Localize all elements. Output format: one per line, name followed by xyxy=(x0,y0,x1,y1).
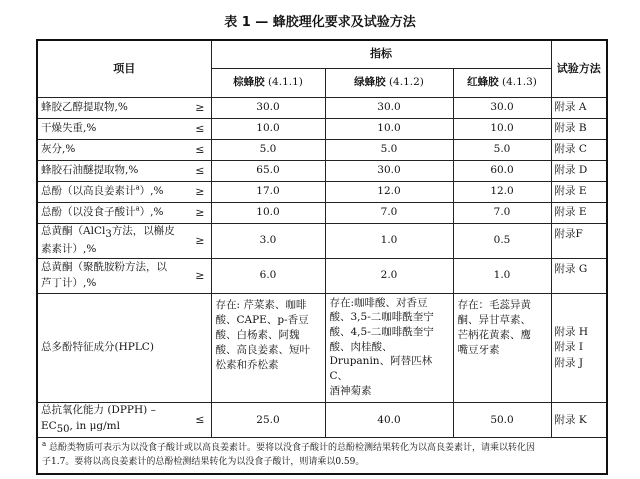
header-row xyxy=(37,40,607,68)
row-item-line1 xyxy=(41,224,191,243)
method-header: 试验方法 xyxy=(551,40,607,97)
table-row xyxy=(37,160,607,181)
red-header-ref: (4.1.3) xyxy=(501,75,537,88)
row-item xyxy=(37,202,211,223)
brown-value: 3.0 xyxy=(211,223,325,258)
row-item-text: 总黄酮（AlCl xyxy=(41,224,106,237)
hplc-green-line: 存在:咖啡酸、对香豆 xyxy=(329,296,428,309)
comparison-symbol: ≥ xyxy=(195,233,205,247)
hplc-green-line: Drupanin、阿替匹林C、 xyxy=(329,355,433,382)
hplc-green-line: 酒神菊素 xyxy=(329,384,372,397)
hplc-green-line: 酸、3,5-二咖啡酰奎宁 xyxy=(329,311,434,324)
row-item-line1: 总黄酮（聚酰胺粉方法，以 xyxy=(41,261,167,274)
red-value: 7.0 xyxy=(453,202,551,223)
red-value: 30.0 xyxy=(453,97,551,118)
footnote-line2: 子1.7。要将以高良姜素计的总酚检测结果转化为以没食子酸计，则请乘以0.59。 xyxy=(42,457,365,468)
test-method: 附录 H xyxy=(554,326,589,339)
hplc-red xyxy=(453,293,551,403)
row-item xyxy=(37,97,211,118)
test-method: 附录 E xyxy=(551,202,607,223)
table-row xyxy=(37,97,607,118)
red-value: 0.5 xyxy=(453,223,551,258)
row-item-label: 总酚（以高良姜素计 xyxy=(41,184,136,197)
test-method: 附录 I xyxy=(554,341,584,354)
green-value: 12.0 xyxy=(325,181,453,202)
test-method: 附录 K xyxy=(551,403,607,438)
test-method: 附录 J xyxy=(554,356,584,369)
footnote-row xyxy=(37,438,607,474)
green-header-ref: (4.1.2) xyxy=(388,75,424,88)
table-row xyxy=(37,118,607,139)
red-value: 60.0 xyxy=(453,160,551,181)
brown-value: 6.0 xyxy=(211,258,325,293)
brown-header-label: 棕蜂胶 xyxy=(233,75,265,88)
test-method: 附录 G xyxy=(551,258,607,293)
green-value: 10.0 xyxy=(325,118,453,139)
brown-header xyxy=(211,68,325,97)
footnote-line1 xyxy=(42,441,602,455)
table-row xyxy=(37,202,607,223)
table-row xyxy=(37,258,607,293)
table-row-hplc xyxy=(37,293,607,403)
table-title: 表 1 — 蜂胶理化要求及试验方法 xyxy=(224,15,416,30)
red-header-label: 红蜂胶 xyxy=(467,75,499,88)
brown-value: 10.0 xyxy=(211,118,325,139)
hplc-brown-line: 酸、高良姜素、短叶 xyxy=(215,344,310,357)
hplc-green-line: 酸、4,5-二咖啡酰奎宁 xyxy=(329,325,434,338)
footnote-mark: a xyxy=(42,439,47,448)
row-item xyxy=(37,139,211,160)
green-header xyxy=(325,68,453,97)
row-item-label-end: ）,% xyxy=(139,205,164,218)
row-item-label: 灰分,% xyxy=(41,142,76,155)
brown-value: 65.0 xyxy=(211,160,325,181)
table-row-dpph xyxy=(37,403,607,438)
green-value: 7.0 xyxy=(325,202,453,223)
green-value: 30.0 xyxy=(325,97,453,118)
test-method: 附录F xyxy=(551,223,607,258)
row-item-label: 蜂胶石油醚提取物,% xyxy=(41,163,139,176)
red-header xyxy=(453,68,551,97)
brown-header-ref: (4.1.1) xyxy=(267,75,303,88)
hplc-red-line: 存在：毛蕊异黄 xyxy=(457,298,531,311)
index-header: 指标 xyxy=(211,40,551,68)
test-method: 附录 C xyxy=(551,139,607,160)
footnote-ref: a xyxy=(135,183,140,192)
test-method: 附录 E xyxy=(551,181,607,202)
footnote-ref: a xyxy=(135,204,140,213)
dpph-item-line1: 总抗氧化能力 (DPPH) – xyxy=(41,404,156,417)
green-value: 2.0 xyxy=(325,258,453,293)
green-value: 1.0 xyxy=(325,223,453,258)
hplc-brown-line: 松素和乔松素 xyxy=(215,359,279,372)
requirements-table xyxy=(36,39,608,475)
brown-value: 10.0 xyxy=(211,202,325,223)
hplc-methods xyxy=(551,293,607,403)
test-method: 附录 D xyxy=(551,160,607,181)
hplc-brown-line: 酸、CAPE、p-香豆 xyxy=(215,313,309,326)
comparison-symbol: ≥ xyxy=(195,184,205,198)
comparison-symbol: ≤ xyxy=(195,163,205,177)
comparison-symbol: ≤ xyxy=(195,142,205,156)
hplc-brown-line: 存在: 芹菜素、咖啡 xyxy=(215,298,307,311)
green-value: 5.0 xyxy=(325,139,453,160)
comparison-symbol: ≤ xyxy=(195,413,205,427)
row-item-label: 干燥失重,% xyxy=(41,121,97,134)
hplc-red-line: 酮、异甘草素、 xyxy=(457,313,531,326)
row-item-label: 蜂胶乙醇提取物,% xyxy=(41,100,128,113)
hplc-green xyxy=(325,293,453,403)
dpph-item-text: , in μg/ml xyxy=(69,419,120,432)
brown-value: 5.0 xyxy=(211,139,325,160)
comparison-symbol: ≥ xyxy=(195,100,205,114)
test-method: 附录 B xyxy=(551,118,607,139)
row-item xyxy=(37,160,211,181)
hplc-item: 总多酚特征成分(HPLC) xyxy=(37,293,211,403)
row-item xyxy=(37,258,211,293)
table-row xyxy=(37,223,607,258)
dpph-item-line2 xyxy=(41,419,191,438)
hplc-red-line: 嘴豆牙素 xyxy=(457,344,500,357)
hplc-green-line: 酸、肉桂酸、 xyxy=(329,340,393,353)
red-value: 12.0 xyxy=(453,181,551,202)
brown-value: 17.0 xyxy=(211,181,325,202)
subscript: 50 xyxy=(56,423,70,435)
row-item-line2: 芦丁计）,% xyxy=(41,276,97,289)
comparison-symbol: ≥ xyxy=(195,205,205,219)
table-row xyxy=(37,181,607,202)
row-item-text: 方法，以槲皮 xyxy=(111,224,175,237)
green-value: 30.0 xyxy=(325,160,453,181)
subscript: 3 xyxy=(105,228,112,240)
row-item-label-end: ）,% xyxy=(139,184,164,197)
red-value: 50.0 xyxy=(453,403,551,438)
row-item-label: 总酚（以没食子酸计 xyxy=(41,205,136,218)
table-row xyxy=(37,139,607,160)
row-item xyxy=(37,223,211,258)
green-value: 40.0 xyxy=(325,403,453,438)
brown-value: 30.0 xyxy=(211,97,325,118)
dpph-item xyxy=(37,403,211,438)
comparison-symbol: ≤ xyxy=(195,121,205,135)
row-item xyxy=(37,118,211,139)
row-item-line2: 素素计）,% xyxy=(41,243,97,256)
dpph-item-text: EC xyxy=(41,419,57,432)
test-method: 附录 A xyxy=(551,97,607,118)
brown-value: 25.0 xyxy=(211,403,325,438)
red-value: 5.0 xyxy=(453,139,551,160)
footnote xyxy=(37,438,607,474)
red-value: 10.0 xyxy=(453,118,551,139)
item-header: 项目 xyxy=(37,40,211,97)
row-item xyxy=(37,181,211,202)
hplc-brown-line: 酸、白杨素、阿魏 xyxy=(215,328,300,341)
comparison-symbol: ≥ xyxy=(195,268,205,282)
hplc-brown xyxy=(211,293,325,403)
hplc-red-line: 芒柄花黄素、鹰 xyxy=(457,328,531,341)
footnote-text: 总酚类物质可表示为以没食子酸计或以高良姜素计。要将以没食子酸计的总酚检测结果转化为以高良姜素计，请乘以转化因 xyxy=(46,442,536,453)
green-header-label: 绿蜂胶 xyxy=(354,75,386,88)
red-value: 1.0 xyxy=(453,258,551,293)
